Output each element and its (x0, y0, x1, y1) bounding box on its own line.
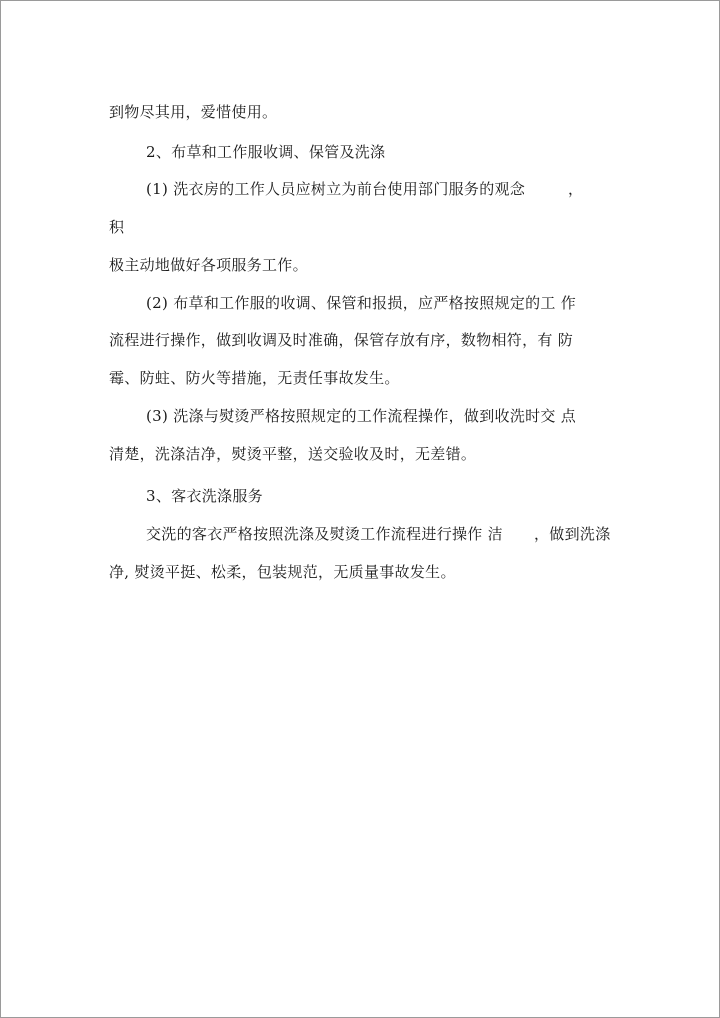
text-line: (3) 洗涤与熨烫严格按照规定的工作流程操作，做到收洗时交 点 (146, 407, 577, 425)
text-line: 清楚，洗涤洁净，熨烫平整，送交验收及时，无差错。 (109, 445, 477, 463)
text-line: 霉、防蛀、防火等措施，无责任事故发生。 (109, 369, 400, 387)
section-heading: 3、客衣洗涤服务 (146, 487, 263, 505)
text-line: (1) 洗衣房的工作人员应树立为前台使用部门服务的观念 (146, 180, 526, 198)
text-line: ，做到洗涤 (534, 525, 611, 543)
text-line: 净, 熨烫平挺、松柔，包装规范，无质量事故发生。 (109, 563, 456, 581)
text-line: 积 (109, 218, 125, 236)
text-line: 交洗的客衣严格按照洗涤及熨烫工作流程进行操作 洁 (146, 525, 503, 543)
text-line: 到物尽其用，爱惜使用。 (109, 103, 278, 121)
text-line: (2) 布草和工作服的收调、保管和报损，应严格按照规定的工 作 (146, 294, 577, 312)
text-line: 流程进行操作，做到收调及时准确，保管存放有序，数物相符，有 防 (109, 331, 574, 349)
text-line: ， (568, 180, 584, 198)
text-line: 极主动地做好各项服务工作。 (109, 256, 308, 274)
section-heading: 2、布草和工作服收调、保管及洗涤 (146, 143, 386, 161)
